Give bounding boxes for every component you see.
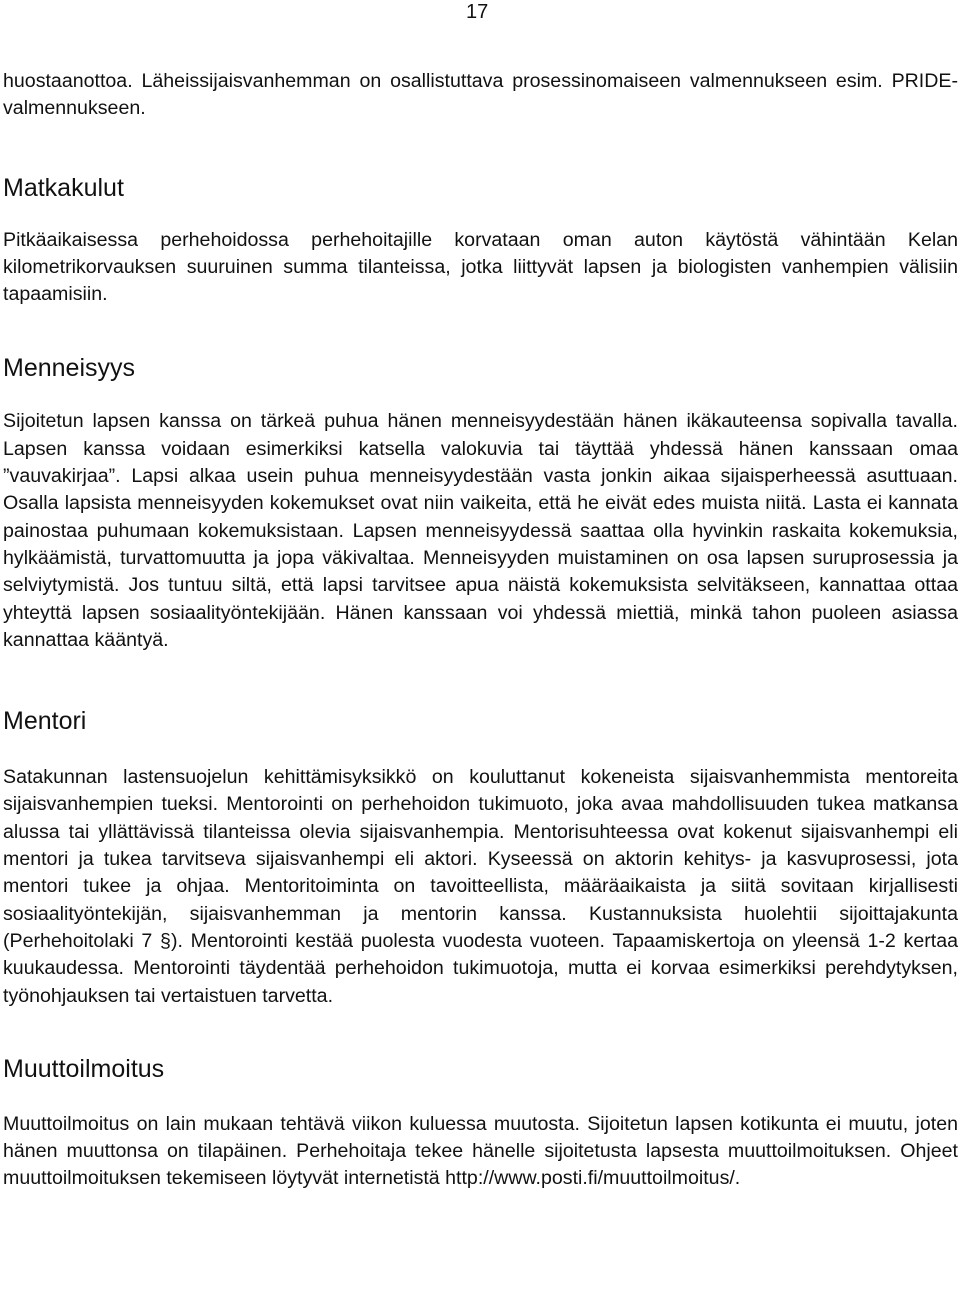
- paragraph-muuttoilmoitus: Muuttoilmoitus on lain mukaan tehtävä viikon kuluessa muutosta. Sijoitetun lapsen kotikunta ei muutu, joten hänen muuttonsa on tilapäinen. Perhehoitaja tekee hänelle sijoitetusta lapsesta muuttoilmoituksen. Ohjeet muuttoilmoituksen tekemiseen löytyvät internetistä http://www.posti.fi/muuttoilmoitus/.: [3, 1112, 958, 1190]
- intro-paragraph: huostaanottoa. Läheissijaisvanhemman on osallistuttava prosessinomaiseen valmennukseen esim. PRIDE-valmennukseen.: [3, 70, 958, 120]
- document-body: [3, 68, 958, 1193]
- heading-matkakulut: Matkakulut: [3, 173, 124, 202]
- heading-menneisyys: Menneisyys: [3, 354, 135, 383]
- page-number: 17: [466, 1, 489, 23]
- paragraph-menneisyys: Sijoitetun lapsen kanssa on tärkeä puhua hänen menneisyydestään hänen ikäkauteensa sopivalla tavalla. Lapsen kanssa voidaan esimerkiksi katsella valokuvia tai täyttää yhdessä hänen kanssaan omaa ”vauvakirjaa”. Lapsi alkaa usein puhua menneisyydestään vasta jonkin aikaa sijaisperheessä asuttuaan. Osalla lapsista menneisyyden kokemukset ovat niin vaikeita, että he eivät edes muista niitä. Lasta ei kannata painostaa puhumaan kokemuksistaan. Lapsen menneisyydessä saattaa olla hyvinkin raskaita kokemuksia, hylkäämistä, turvattomuutta ja jopa väkivaltaa. Menneisyyden muistaminen on osa lapsen suruprosessia ja selviytymistä. Jos tuntuu siltä, että lapsi tarvitsee apua näistä kokemuksista selvitäkseen, kannattaa ottaa yhteyttä lapsen sosiaalityöntekijään. Hänen kanssaan voi yhdessä miettiä, minkä tahon puoleen asiassa kannattaa kääntyä.: [3, 410, 958, 651]
- heading-muuttoilmoitus: Muuttoilmoitus: [3, 1054, 165, 1083]
- paragraph-mentori: Satakunnan lastensuojelun kehittämisyksikkö on kouluttanut kokeneista sijaisvanhemmista mentoreita sijaisvanhempien tueksi. Mentorointi on perhehoidon tukimuoto, joka avaa mahdollisuuden tukea matkansa alussa tai yllättävissä tilanteissa olevia sijaisvanhempia. Mentorisuhteessa ovat kokenut sijaisvanhempi eli mentori ja tukea tarvitseva sijaisvanhempi eli aktori. Kyseessä on aktorin kehitys- ja kasvuprosessi, jota mentori tukee ja ohjaa. Mentoritoiminta on tavoitteellista, määräaikaista ja siitä sovitaan kirjallisesti sosiaalityöntekijän, sijaisvanhemman ja mentorin kanssa. Kustannuksista huolehtii sijoittajakunta (Perhehoitolaki 7 §). Mentorointi kestää puolesta vuodesta vuoteen. Tapaamiskertoja on yleensä 1-2 kertaa kuukaudessa. Mentorointi täydentää perhehoidon tukimuotoja, mutta ei korvaa esimerkiksi perehdytyksen, työnohjauksen tai vertaistuen tarvetta.: [3, 766, 958, 1007]
- heading-mentori: Mentori: [3, 707, 87, 736]
- paragraph-matkakulut: Pitkäaikaisessa perhehoidossa perhehoitajille korvataan oman auton käytöstä vähintään Kelan kilometrikorvauksen suuruinen summa tilanteissa, jotka liittyvät lapsen ja biologisten vanhempien välisiin tapaamisiin.: [3, 228, 958, 306]
